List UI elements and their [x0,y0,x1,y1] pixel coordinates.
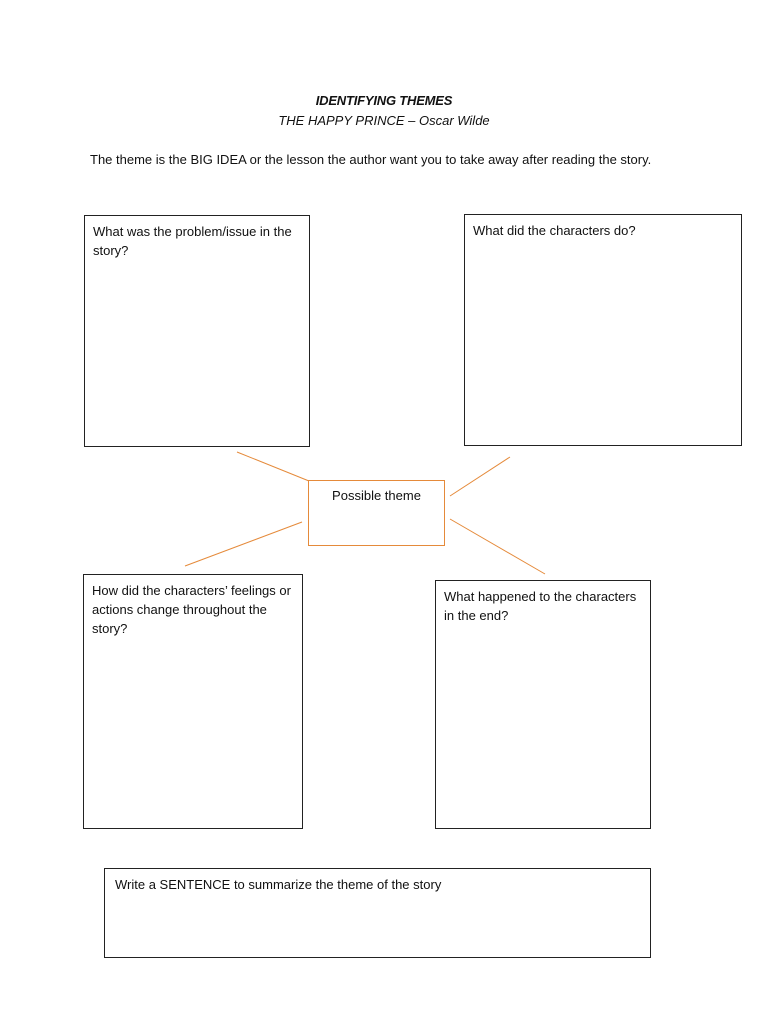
possible-theme-label: Possible theme [332,488,421,503]
ending-box[interactable] [435,580,651,829]
feelings-change-box[interactable] [83,574,303,829]
worksheet-subtitle: THE HAPPY PRINCE – Oscar Wilde [278,113,490,128]
connector-line-top-left [237,452,309,481]
worksheet-title: IDENTIFYING THEMES [315,93,453,108]
characters-do-prompt: What did the characters do? [473,223,636,238]
connector-line-bottom-left [185,522,302,566]
summary-prompt: Write a SENTENCE to summarize the theme of the story [115,877,442,892]
characters-do-box[interactable] [464,214,742,446]
feelings-change-prompt: How did the characters’ feelings or actions change throughout the story? [92,583,291,636]
ending-prompt: What happened to the characters in the end? [444,589,637,623]
possible-theme-box[interactable] [308,480,445,546]
connector-line-bottom-right [450,519,545,574]
summary-box[interactable] [104,868,651,958]
connector-line-top-right [450,457,510,496]
problem-box[interactable] [84,215,310,447]
intro-text: The theme is the BIG IDEA or the lesson the author want you to take away after reading the story. [90,152,652,167]
problem-prompt: What was the problem/issue in the story? [93,224,292,258]
